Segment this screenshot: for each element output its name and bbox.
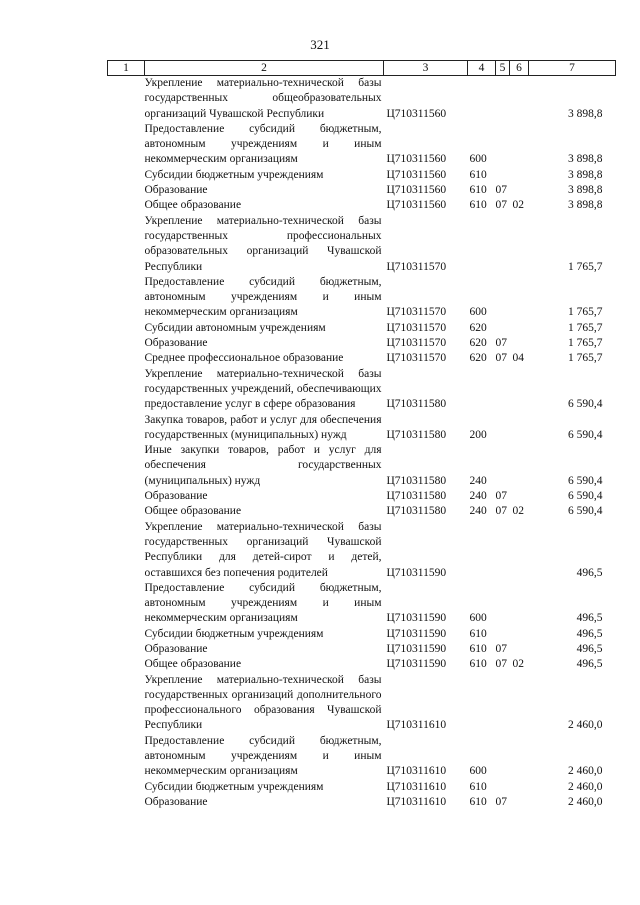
table-row bbox=[108, 214, 616, 275]
row-code: Ц710311580 bbox=[386, 428, 447, 441]
row-kvr bbox=[468, 367, 496, 413]
column-header: 1 bbox=[108, 61, 145, 76]
row-code: Ц710311580 bbox=[386, 398, 447, 411]
row-cell-blank bbox=[108, 183, 145, 198]
row-kvr bbox=[468, 214, 496, 275]
row-name: Субсидии автономным учреждениям bbox=[144, 321, 326, 334]
row-code: Ц710311590 bbox=[386, 658, 447, 671]
row-cell-blank bbox=[108, 122, 145, 168]
row-section bbox=[496, 367, 510, 413]
row-section bbox=[496, 76, 510, 122]
table-row bbox=[108, 275, 616, 321]
row-name: Субсидии бюджетным учреждениям bbox=[144, 168, 324, 181]
table-row bbox=[108, 734, 616, 780]
row-subsection bbox=[510, 321, 529, 336]
row-section bbox=[496, 122, 510, 168]
row-subsection bbox=[510, 76, 529, 122]
row-code: Ц710311610 bbox=[386, 719, 447, 732]
row-kvr: 610 bbox=[469, 168, 487, 181]
row-subsection: 02 bbox=[512, 505, 524, 518]
row-subsection bbox=[510, 214, 529, 275]
row-cell-blank bbox=[108, 520, 145, 581]
row-amount: 3 898,8 bbox=[568, 184, 603, 197]
row-code: Ц710311560 bbox=[386, 107, 447, 120]
row-section: 07 bbox=[495, 184, 507, 197]
table-row bbox=[108, 198, 616, 213]
row-cell-blank bbox=[108, 275, 145, 321]
row-section: 07 bbox=[495, 352, 507, 365]
row-amount: 1 765,7 bbox=[568, 352, 603, 365]
row-code: Ц710311560 bbox=[386, 184, 447, 197]
row-cell-blank bbox=[108, 673, 145, 734]
row-section bbox=[496, 275, 510, 321]
row-subsection bbox=[510, 673, 529, 734]
row-amount: 6 590,4 bbox=[568, 474, 603, 487]
row-amount: 1 765,7 bbox=[568, 260, 603, 273]
row-name: Субсидии бюджетным учреждениям bbox=[144, 780, 324, 793]
row-amount: 1 765,7 bbox=[568, 321, 603, 334]
row-name: Укрепление материально-технической базы государственных общеобразовательных организаций Чувашской Республики bbox=[144, 77, 382, 120]
row-code: Ц710311570 bbox=[386, 321, 447, 334]
row-section bbox=[496, 443, 510, 489]
row-name: Иные закупки товаров, работ и услуг для обеспечения государственных (муниципальных) нужд bbox=[144, 444, 382, 487]
row-amount: 1 765,7 bbox=[568, 337, 603, 350]
table-row bbox=[108, 673, 616, 734]
table-row bbox=[108, 520, 616, 581]
row-name: Образование bbox=[144, 490, 208, 503]
row-name: Образование bbox=[144, 337, 208, 350]
column-header: 7 bbox=[529, 61, 616, 76]
row-cell-blank bbox=[108, 321, 145, 336]
row-cell-blank bbox=[108, 413, 145, 444]
row-amount: 2 460,0 bbox=[568, 765, 603, 778]
row-amount: 3 898,8 bbox=[568, 153, 603, 166]
row-section bbox=[496, 413, 510, 444]
row-amount: 6 590,4 bbox=[568, 490, 603, 503]
row-section bbox=[496, 321, 510, 336]
column-header: 5 bbox=[496, 61, 510, 76]
row-cell-blank bbox=[108, 168, 145, 183]
table-row bbox=[108, 351, 616, 366]
row-kvr: 600 bbox=[469, 153, 487, 166]
row-subsection bbox=[510, 443, 529, 489]
row-section: 07 bbox=[495, 337, 507, 350]
row-section bbox=[496, 581, 510, 627]
table-row bbox=[108, 795, 616, 810]
row-cell-blank bbox=[108, 198, 145, 213]
table-row bbox=[108, 642, 616, 657]
row-subsection bbox=[510, 336, 529, 351]
row-name: Закупка товаров, работ и услуг для обеспечения государственных (муниципальных) нужд bbox=[144, 413, 382, 441]
row-amount: 3 898,8 bbox=[568, 107, 603, 120]
row-name: Общее образование bbox=[144, 199, 242, 212]
row-section bbox=[496, 168, 510, 183]
row-amount: 2 460,0 bbox=[568, 795, 603, 808]
column-number-header bbox=[108, 61, 616, 76]
row-amount: 6 590,4 bbox=[568, 398, 603, 411]
row-code: Ц710311580 bbox=[386, 474, 447, 487]
row-amount: 3 898,8 bbox=[568, 168, 603, 181]
row-kvr: 240 bbox=[469, 505, 487, 518]
table-row bbox=[108, 321, 616, 336]
budget-table bbox=[107, 60, 616, 810]
row-code: Ц710311610 bbox=[386, 765, 447, 778]
row-section bbox=[496, 673, 510, 734]
row-cell-blank bbox=[108, 581, 145, 627]
row-subsection bbox=[510, 780, 529, 795]
table-row bbox=[108, 76, 616, 122]
row-code: Ц710311590 bbox=[386, 642, 447, 655]
row-kvr: 610 bbox=[469, 627, 487, 640]
row-subsection bbox=[510, 795, 529, 810]
row-code: Ц710311610 bbox=[386, 795, 447, 808]
table-row bbox=[108, 168, 616, 183]
row-amount: 6 590,4 bbox=[568, 505, 603, 518]
row-kvr: 240 bbox=[469, 474, 487, 487]
row-kvr: 610 bbox=[469, 184, 487, 197]
table-row bbox=[108, 122, 616, 168]
table-row bbox=[108, 183, 616, 198]
column-header: 4 bbox=[468, 61, 496, 76]
row-code: Ц710311590 bbox=[386, 566, 447, 579]
row-code: Ц710311560 bbox=[386, 199, 447, 212]
row-name: Образование bbox=[144, 184, 208, 197]
row-kvr: 610 bbox=[469, 658, 487, 671]
row-subsection bbox=[510, 489, 529, 504]
row-subsection bbox=[510, 168, 529, 183]
row-section: 07 bbox=[495, 642, 507, 655]
table-row bbox=[108, 657, 616, 672]
row-cell-blank bbox=[108, 367, 145, 413]
row-kvr bbox=[468, 76, 496, 122]
row-kvr: 610 bbox=[469, 642, 487, 655]
row-name: Общее образование bbox=[144, 658, 242, 671]
table-row bbox=[108, 780, 616, 795]
row-name: Укрепление материально-технической базы государственных организаций дополнительного профессионального образования Чувашской Республики bbox=[144, 673, 382, 732]
row-cell-blank bbox=[108, 642, 145, 657]
row-name: Предоставление субсидий бюджетным, автономным учреждениям и иным некоммерческим организациям bbox=[144, 734, 382, 778]
row-section bbox=[496, 780, 510, 795]
column-header: 2 bbox=[145, 61, 384, 76]
row-cell-blank bbox=[108, 627, 145, 642]
row-section: 07 bbox=[495, 795, 507, 808]
row-name: Предоставление субсидий бюджетным, автономным учреждениям и иным некоммерческим организациям bbox=[144, 122, 382, 166]
row-code: Ц710311590 bbox=[386, 612, 447, 625]
row-code: Ц710311560 bbox=[386, 168, 447, 181]
row-cell-blank bbox=[108, 76, 145, 122]
row-cell-blank bbox=[108, 657, 145, 672]
row-subsection bbox=[510, 581, 529, 627]
table-row bbox=[108, 336, 616, 351]
row-amount: 3 898,8 bbox=[568, 199, 603, 212]
page-number: 321 bbox=[310, 37, 330, 52]
row-kvr: 240 bbox=[469, 490, 487, 503]
row-section bbox=[496, 214, 510, 275]
row-kvr: 610 bbox=[469, 795, 487, 808]
row-cell-blank bbox=[108, 351, 145, 366]
row-subsection: 02 bbox=[512, 658, 524, 671]
table-row bbox=[108, 627, 616, 642]
row-section bbox=[496, 627, 510, 642]
row-amount: 496,5 bbox=[576, 612, 603, 625]
row-name: Образование bbox=[144, 795, 208, 808]
row-code: Ц710311570 bbox=[386, 260, 447, 273]
row-name: Укрепление материально-технической базы государственных учреждений, обеспечивающих предоставление услуг в сфере образования bbox=[144, 367, 382, 411]
row-cell-blank bbox=[108, 780, 145, 795]
row-code: Ц710311560 bbox=[386, 153, 447, 166]
row-name: Общее образование bbox=[144, 505, 242, 518]
row-amount: 1 765,7 bbox=[568, 306, 603, 319]
row-code: Ц710311580 bbox=[386, 505, 447, 518]
row-section: 07 bbox=[495, 199, 507, 212]
table-row bbox=[108, 581, 616, 627]
row-name: Укрепление материально-технической базы государственных организаций Чувашской Республики для детей-сирот и детей, оставшихся без попечения родителей bbox=[144, 520, 382, 579]
row-amount: 2 460,0 bbox=[568, 719, 603, 732]
row-code: Ц710311570 bbox=[386, 306, 447, 319]
row-name: Укрепление материально-технической базы государственных профессиональных образовательных организаций Чувашской Республики bbox=[144, 214, 382, 273]
row-code: Ц710311570 bbox=[386, 352, 447, 365]
row-subsection: 02 bbox=[512, 199, 524, 212]
row-amount: 496,5 bbox=[576, 566, 603, 579]
row-cell-blank bbox=[108, 489, 145, 504]
row-name: Предоставление субсидий бюджетным, автономным учреждениям и иным некоммерческим организациям bbox=[144, 581, 382, 625]
table-row bbox=[108, 367, 616, 413]
table-row bbox=[108, 489, 616, 504]
row-subsection bbox=[510, 734, 529, 780]
row-kvr: 620 bbox=[469, 321, 487, 334]
row-name: Образование bbox=[144, 642, 208, 655]
row-subsection bbox=[510, 642, 529, 657]
row-section: 07 bbox=[495, 490, 507, 503]
row-amount: 496,5 bbox=[576, 627, 603, 640]
table-row bbox=[108, 504, 616, 519]
row-name: Субсидии бюджетным учреждениям bbox=[144, 627, 324, 640]
row-cell-blank bbox=[108, 795, 145, 810]
row-section bbox=[496, 520, 510, 581]
row-code: Ц710311580 bbox=[386, 490, 447, 503]
row-kvr: 600 bbox=[469, 765, 487, 778]
row-subsection: 04 bbox=[512, 352, 524, 365]
row-cell-blank bbox=[108, 336, 145, 351]
row-code: Ц710311570 bbox=[386, 337, 447, 350]
column-header: 3 bbox=[384, 61, 468, 76]
row-name: Предоставление субсидий бюджетным, автономным учреждениям и иным некоммерческим организациям bbox=[144, 275, 382, 319]
row-subsection bbox=[510, 413, 529, 444]
row-subsection bbox=[510, 367, 529, 413]
row-kvr: 610 bbox=[469, 199, 487, 212]
row-kvr: 620 bbox=[469, 337, 487, 350]
row-kvr bbox=[468, 673, 496, 734]
row-cell-blank bbox=[108, 734, 145, 780]
row-subsection bbox=[510, 627, 529, 642]
row-kvr: 200 bbox=[469, 428, 487, 441]
row-cell-blank bbox=[108, 504, 145, 519]
row-amount: 496,5 bbox=[576, 642, 603, 655]
row-amount: 2 460,0 bbox=[568, 780, 603, 793]
row-cell-blank bbox=[108, 214, 145, 275]
row-cell-blank bbox=[108, 443, 145, 489]
row-code: Ц710311610 bbox=[386, 780, 447, 793]
row-subsection bbox=[510, 183, 529, 198]
row-kvr: 610 bbox=[469, 780, 487, 793]
row-subsection bbox=[510, 275, 529, 321]
row-kvr: 600 bbox=[469, 306, 487, 319]
row-kvr bbox=[468, 520, 496, 581]
row-subsection bbox=[510, 520, 529, 581]
table-row bbox=[108, 413, 616, 444]
row-amount: 6 590,4 bbox=[568, 428, 603, 441]
row-kvr: 600 bbox=[469, 612, 487, 625]
row-section: 07 bbox=[495, 658, 507, 671]
row-subsection bbox=[510, 122, 529, 168]
row-code: Ц710311590 bbox=[386, 627, 447, 640]
column-header: 6 bbox=[510, 61, 529, 76]
row-section bbox=[496, 734, 510, 780]
row-name: Среднее профессиональное образование bbox=[144, 352, 344, 365]
row-kvr: 620 bbox=[469, 352, 487, 365]
table-row bbox=[108, 443, 616, 489]
row-section: 07 bbox=[495, 505, 507, 518]
row-amount: 496,5 bbox=[576, 658, 603, 671]
